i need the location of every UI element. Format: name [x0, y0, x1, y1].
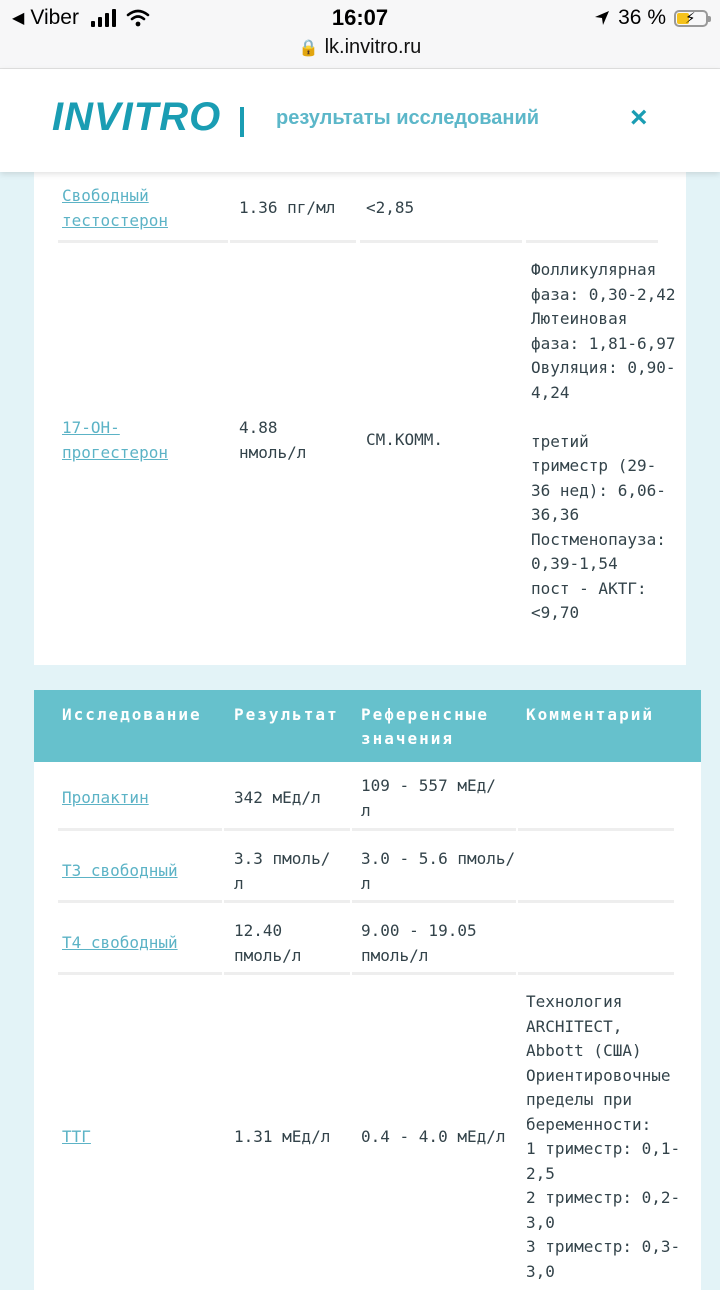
lock-icon: 🔒 [298, 40, 319, 57]
test-name-link[interactable]: 17-ОН- прогестерон [62, 418, 168, 462]
row-divider [518, 828, 674, 831]
row-divider [230, 240, 356, 243]
results-table-hormones [34, 172, 686, 665]
status-right [594, 6, 708, 30]
comment-text: Фолликулярная фаза: 0,30-2,42 Лютеиновая фаза: 1,81-6,97 Овуляция: 0,90- 4,24 третий триместр (29- 36 нед): 6,06- 36,36 Постменопауза: 0,39-1,54 пост - АКТГ: <9,70 [531, 260, 676, 622]
result-value: 12.40 пмоль/л [234, 921, 302, 965]
row-divider [224, 900, 350, 903]
reference-value: 9.00 - 19.05 пмоль/л [361, 921, 477, 965]
row-divider [352, 828, 516, 831]
column-header-test: Исследование [62, 705, 202, 724]
cellular-signal-icon [91, 9, 116, 27]
test-name-link[interactable]: Т4 свободный [62, 933, 178, 952]
row-divider [352, 900, 516, 903]
battery-icon: ⚡ [674, 10, 708, 27]
back-to-app[interactable] [12, 6, 150, 30]
back-arrow-icon: ◀ [12, 10, 25, 27]
comment-text: Технология ARCHITECT, Abbott (США) Ориентировочные пределы при беременности: 1 триместр: 0,1- 2,5 2 триместр: 0,2- 3,0 3 триместр: 0,3- 3,0 [526, 992, 681, 1281]
logo-divider [240, 107, 244, 137]
table-header [34, 690, 701, 762]
row-divider [360, 240, 522, 243]
test-name-link[interactable]: ТТГ [62, 1127, 91, 1146]
result-value: 4.88 нмоль/л [239, 418, 307, 462]
results-table-thyroid [34, 690, 701, 1290]
row-divider [526, 240, 658, 243]
back-app-label: Viber [30, 6, 79, 29]
row-divider [58, 828, 222, 831]
result-value: 1.36 пг/мл [239, 198, 336, 217]
row-divider [58, 900, 222, 903]
column-header-reference: Референсные значения [361, 705, 489, 748]
column-header-result: Результат [234, 705, 339, 724]
column-header-comment: Комментарий [526, 705, 654, 724]
row-divider [224, 972, 350, 975]
row-divider [58, 240, 228, 243]
reference-value: 3.0 - 5.6 пмоль/ л [361, 849, 516, 893]
site-header [0, 69, 720, 172]
test-name-link[interactable]: Свободный тестостерон [62, 186, 168, 230]
row-divider [518, 900, 674, 903]
row-divider [352, 972, 516, 975]
status-bar [0, 0, 720, 69]
page-title: результаты исследований [276, 107, 540, 129]
reference-value: <2,85 [366, 198, 415, 217]
reference-value: 109 - 557 мЕд/ л [361, 776, 496, 820]
wifi-icon [126, 9, 150, 27]
reference-value: СМ.КОММ. [366, 430, 444, 449]
result-value: 1.31 мЕд/л [234, 1127, 331, 1146]
test-name-link[interactable]: Т3 свободный [62, 861, 178, 880]
row-divider [224, 828, 350, 831]
row-divider [58, 972, 222, 975]
test-name-link[interactable]: Пролактин [62, 788, 149, 807]
close-icon[interactable]: × [630, 101, 648, 134]
location-arrow-icon [594, 10, 610, 26]
address-bar[interactable] [0, 36, 720, 59]
url-text: lk.invitro.ru [324, 36, 422, 58]
result-value: 3.3 пмоль/ л [234, 849, 331, 893]
clock: 16:07 [331, 5, 389, 30]
battery-percent: 36 % [618, 6, 666, 29]
result-value: 342 мЕд/л [234, 788, 321, 807]
invitro-logo[interactable]: INVITRO [52, 95, 222, 139]
row-divider [518, 972, 674, 975]
reference-value: 0.4 - 4.0 мЕд/л [361, 1127, 506, 1146]
